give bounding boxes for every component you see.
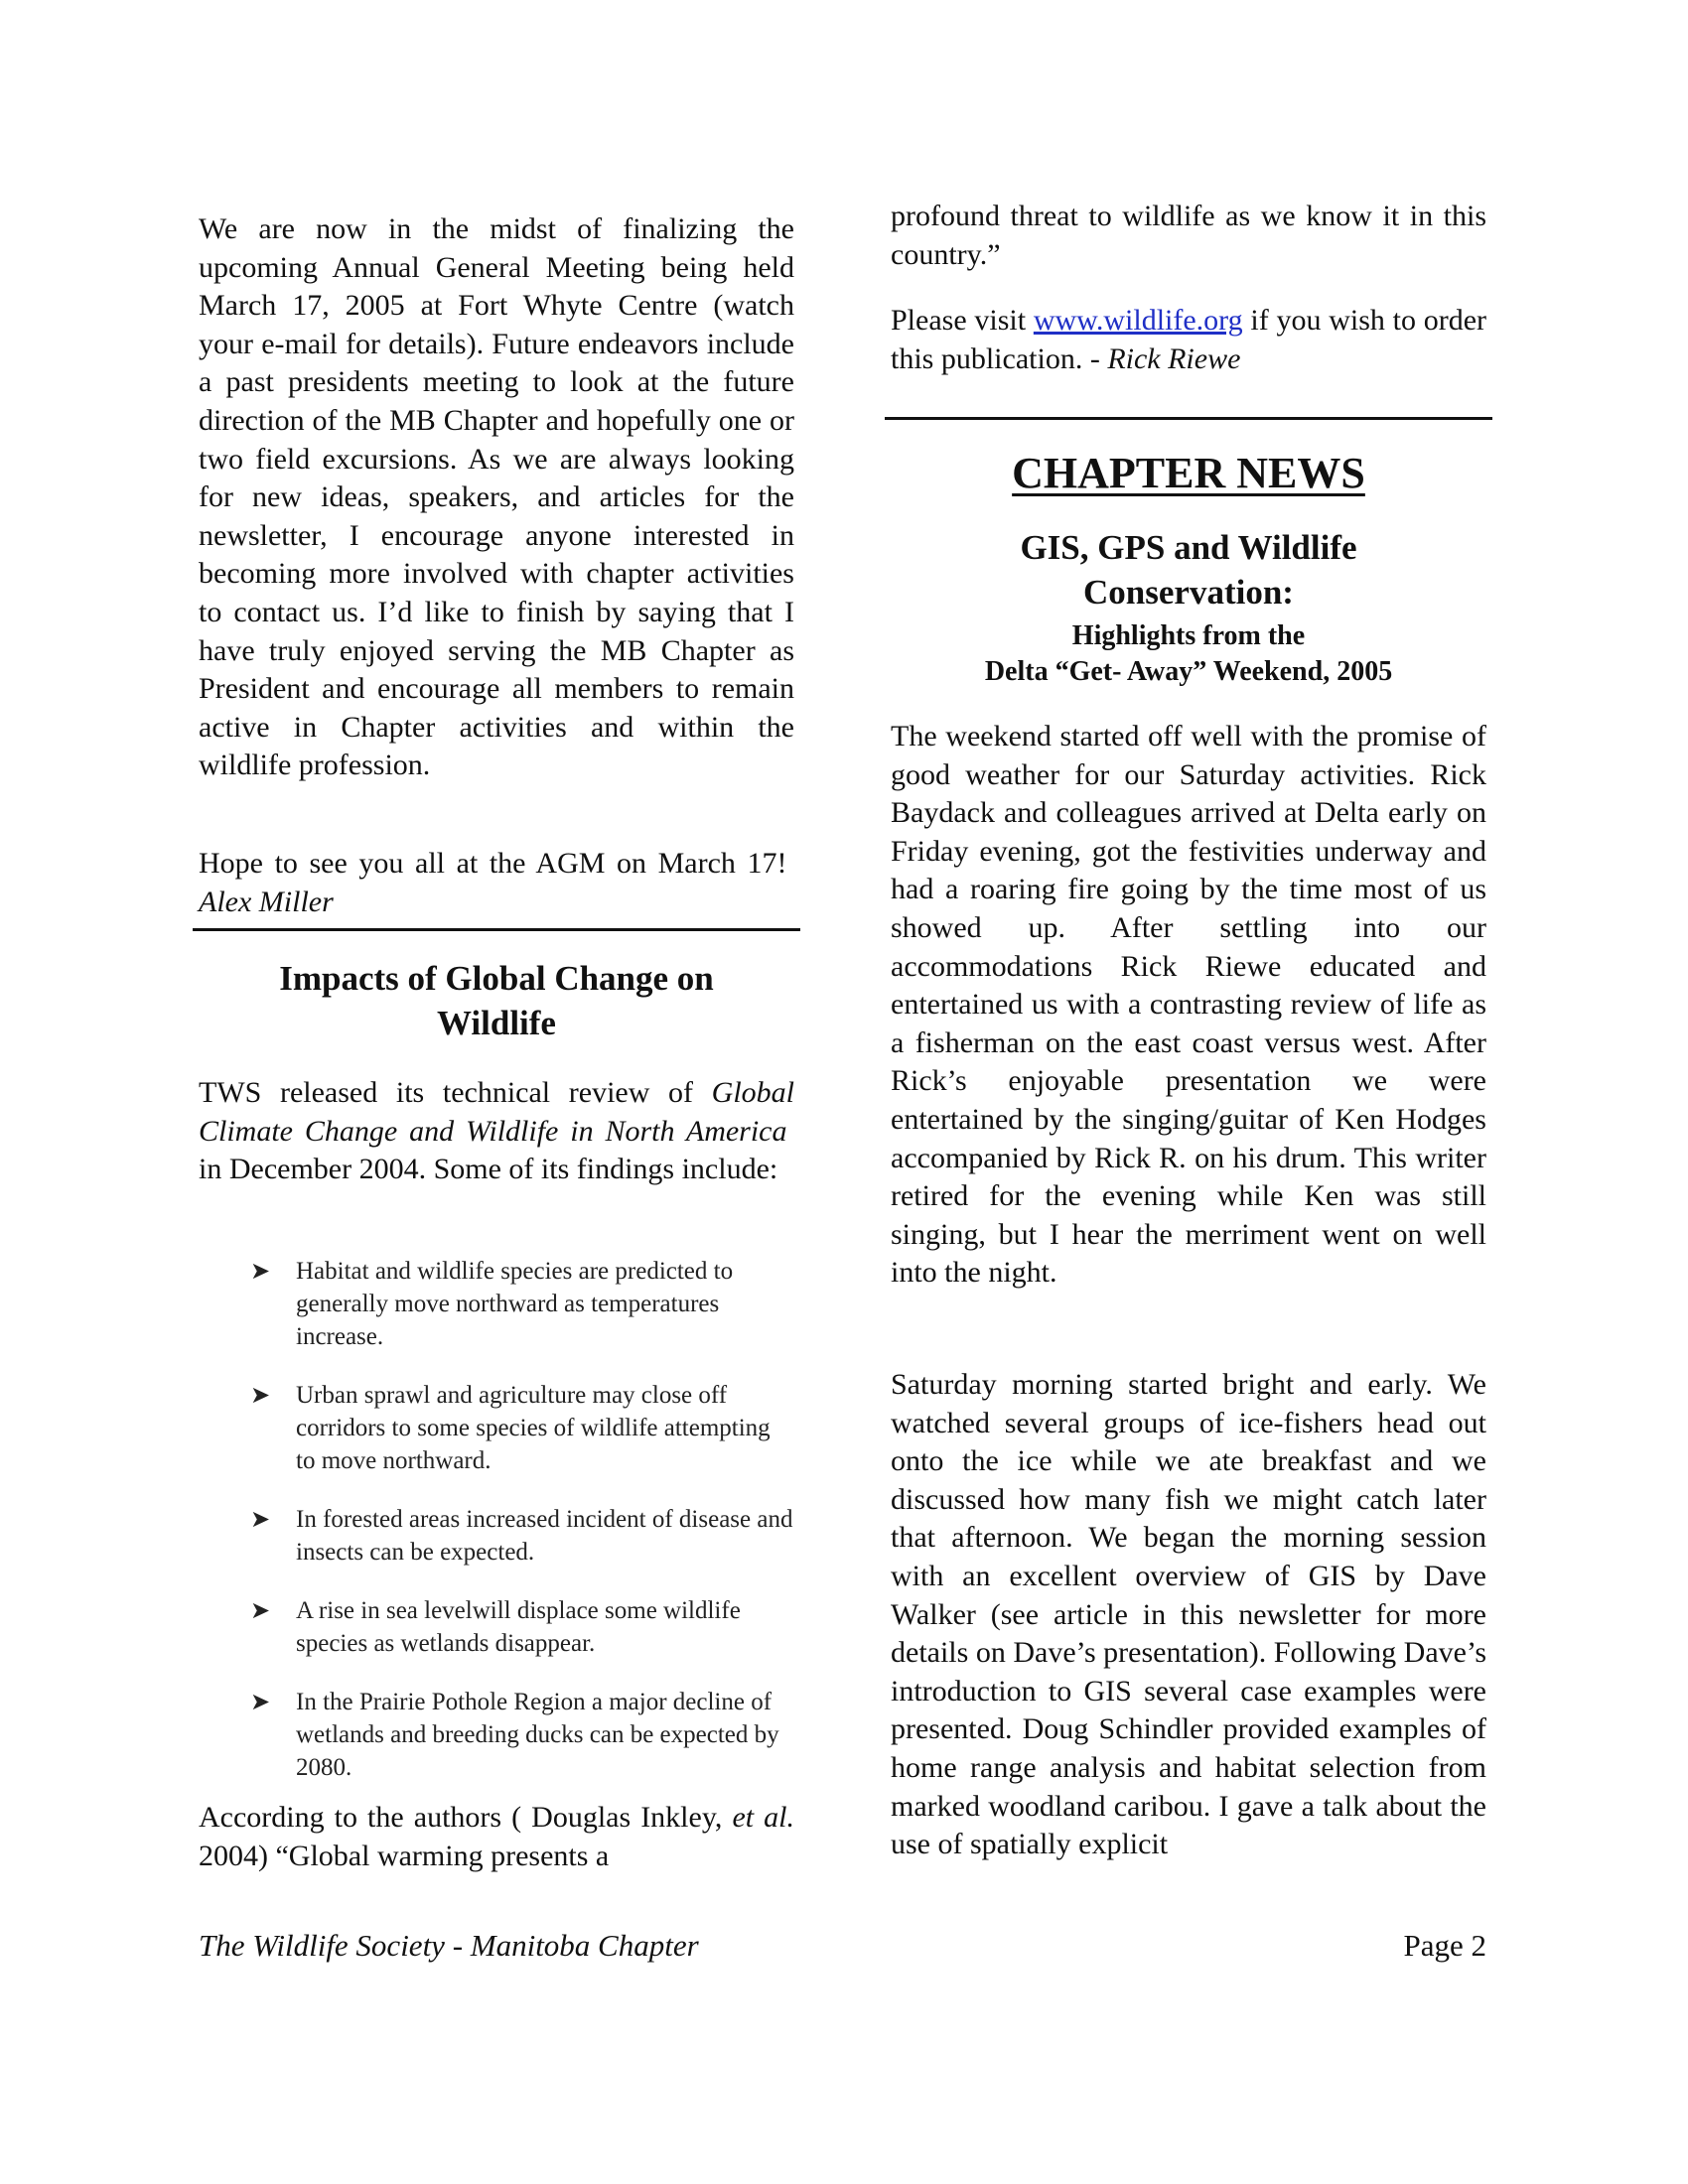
section-divider xyxy=(193,928,800,931)
article-subtitle-line1: Highlights from the xyxy=(1071,620,1306,651)
review-title: Global Climate Change and Wildlife in North America xyxy=(199,1076,794,1148)
article-title-line2: Wildlife xyxy=(437,1004,556,1042)
article-intro-after: in December 2004. Some of its findings include: xyxy=(199,1153,778,1186)
authors-before: According to the authors ( Douglas Inkley, xyxy=(199,1801,723,1834)
page-number: Page 2 xyxy=(1403,1928,1486,1963)
et-al: et al. xyxy=(732,1801,794,1834)
article-title-line1: Impacts of Global Change on xyxy=(279,959,714,998)
wildlife-link[interactable]: www.wildlife.org xyxy=(1033,304,1243,337)
closing-signature: Alex Miller xyxy=(199,885,334,918)
closing-paragraph xyxy=(199,845,794,921)
article-subtitle xyxy=(891,618,1486,690)
list-item: ➤ In forested areas increased incident of disease and insects can be expected. xyxy=(250,1505,793,1566)
list-item: ➤ Habitat and wildlife species are predicted to generally move northward as temperatures increase. xyxy=(250,1257,734,1350)
article-title-line1: GIS, GPS and Wildlife xyxy=(1020,528,1357,567)
section-heading: CHAPTER NEWS xyxy=(1012,449,1365,497)
authors-after: 2004) “Global warming presents a xyxy=(199,1839,610,1872)
article-intro xyxy=(199,1074,794,1189)
article-subtitle-line2: Delta “Get- Away” Weekend, 2005 xyxy=(984,656,1393,687)
visit-after: if you wish to order this publication. - xyxy=(891,304,1487,375)
authors-paragraph xyxy=(199,1799,794,1875)
findings-list xyxy=(199,1255,794,1810)
section-divider xyxy=(885,417,1492,420)
article-title-line2: Conservation: xyxy=(1083,573,1294,612)
visit-before: Please visit xyxy=(891,304,1027,337)
article-title xyxy=(199,956,794,1045)
closing-text: Hope to see you all at the AGM on March 17! xyxy=(199,847,787,880)
arrowhead-bullet-icon: ➤ xyxy=(250,1596,271,1624)
article-title xyxy=(891,525,1486,614)
arrowhead-bullet-icon: ➤ xyxy=(250,1505,271,1533)
continuation-paragraph: profound threat to wildlife as we know it in this country.” xyxy=(891,200,1486,271)
arrowhead-bullet-icon: ➤ xyxy=(250,1257,271,1285)
footer-publication: The Wildlife Society - Manitoba Chapter xyxy=(199,1928,699,1963)
article-intro-before: TWS released its technical review of xyxy=(199,1076,694,1109)
visit-signature: Rick Riewe xyxy=(1107,341,1241,375)
weekend-paragraph-1: The weekend started off well with the promise of good weather for our Saturday activities. Rick Baydack and colleagues arrived at Delta early on Friday evening, got the festivities underway and had a roaring fire going by the time most of us showed up. After settling into our accommodations Rick Riewe educated and entertained us with a contrasting review of life as a fisherman on the east coast versus west. After Rick’s enjoyable presentation we were entertained by the singing/guitar of Ken Hodges accompanied by Rick R. on his drum. This writer retired for the evening while Ken was still singing, but I hear the merriment went on well into the night. xyxy=(891,720,1486,1290)
list-item: ➤ In the Prairie Pothole Region a major decline of wetlands and breeding ducks can be expected by 2080. xyxy=(250,1688,779,1781)
arrowhead-bullet-icon: ➤ xyxy=(250,1688,271,1715)
intro-paragraph: We are now in the midst of finalizing the upcoming Annual General Meeting being held March 17, 2005 at Fort Whyte Centre (watch your e-mail for details). Future endeavors include a past presidents meeting to look at the future direction of the MB Chapter and hopefully one or two field excursions. As we are always looking for new ideas, speakers, and articles for the newsletter, I encourage anyone interested in becoming more involved with chapter activities to contact us. I’d like to finish by saying that I have truly enjoyed serving the MB Chapter as President and encourage all members to remain active in Chapter activities and within the wildlife profession. xyxy=(199,212,794,782)
weekend-paragraph-2: Saturday morning started bright and early. We watched several groups of ice-fishers head out onto the ice while we ate breakfast and we discussed how many fish we might catch later that afternoon. We began the morning session with an excellent overview of GIS by Dave Walker (see article in this newsletter for more details on Dave’s presentation). Following Dave’s introduction to GIS several case examples were presented. Doug Schindler provided examples of home range analysis and habitat selection from marked woodland caribou. I gave a talk about the use of spatially explicit xyxy=(891,1368,1486,1861)
list-item: ➤ Urban sprawl and agriculture may close off corridors to some species of wildlife attempting to move northward. xyxy=(250,1381,771,1474)
list-item: ➤ A rise in sea levelwill displace some wildlife species as wetlands disappear. xyxy=(250,1596,741,1657)
arrowhead-bullet-icon: ➤ xyxy=(250,1381,271,1409)
visit-paragraph xyxy=(891,302,1486,378)
